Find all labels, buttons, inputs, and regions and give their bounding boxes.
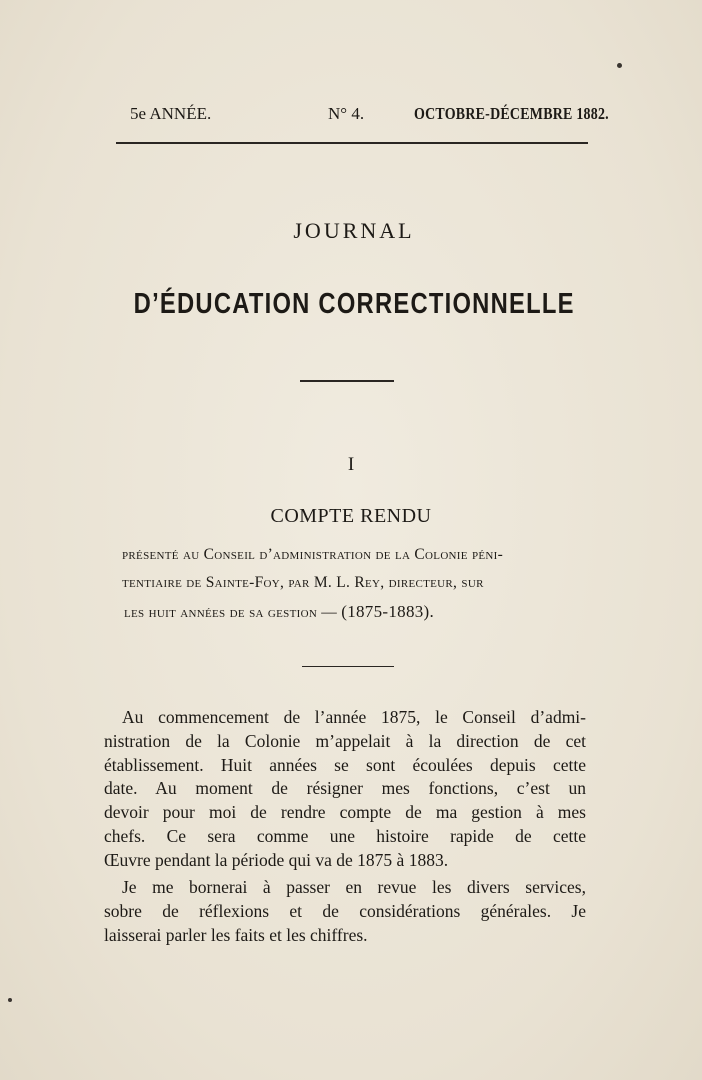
issue-header xyxy=(0,104,702,128)
text-line: laisserai parler les faits et les chiffres. xyxy=(104,924,368,945)
title-divider xyxy=(300,380,394,382)
journal-subtitle xyxy=(0,288,702,321)
paragraph-1 xyxy=(104,706,586,873)
journal-subtitle-text: D’ÉDUCATION CORRECTIONNELLE xyxy=(133,288,575,320)
text-line: chefs. Ce sera comme une histoire rapide de cette xyxy=(104,825,586,846)
section-title: COMPTE RENDU xyxy=(270,505,432,527)
description-years: (1875-1883). xyxy=(341,602,435,621)
header-rule xyxy=(116,142,588,144)
text-line: Je me bornerai à passer en revue les divers services, xyxy=(122,877,586,897)
ink-speck xyxy=(617,63,622,68)
section-number: I xyxy=(347,454,355,475)
journal-title: JOURNAL xyxy=(293,218,415,243)
description-line-1: présenté au Conseil d’administration de la Colonie péni- xyxy=(122,546,504,563)
text-line: établissement. Huit années se sont écoulées depuis cette xyxy=(104,754,586,775)
text-line: Œuvre pendant la période qui va de 1875 à 1883. xyxy=(104,849,449,870)
issue-date: OCTOBRE-DÉCEMBRE 1882. xyxy=(414,104,609,123)
description-line-3-text: les huit années de sa gestion — xyxy=(124,604,338,621)
text-line: nistration de la Colonie m’appelait à la direction de cet xyxy=(104,730,586,751)
issue-year: 5e ANNÉE. xyxy=(130,104,212,123)
text-line: date. Au moment de résigner mes fonctions, c’est un xyxy=(104,778,586,799)
section-divider xyxy=(302,666,394,667)
paragraph-2 xyxy=(104,876,586,947)
description-line-2: tentiaire de Sainte-Foy, par M. L. Rey, directeur, sur xyxy=(122,574,484,591)
ink-speck xyxy=(8,998,12,1002)
issue-number: N° 4. xyxy=(328,104,365,123)
text-line: sobre de réflexions et de considérations générales. Je xyxy=(104,900,586,921)
text-line: Au commencement de l’année 1875, le Conseil d’admi- xyxy=(122,707,586,727)
text-line: devoir pour moi de rendre compte de ma gestion à mes xyxy=(104,802,586,823)
description-line-3 xyxy=(124,602,590,622)
